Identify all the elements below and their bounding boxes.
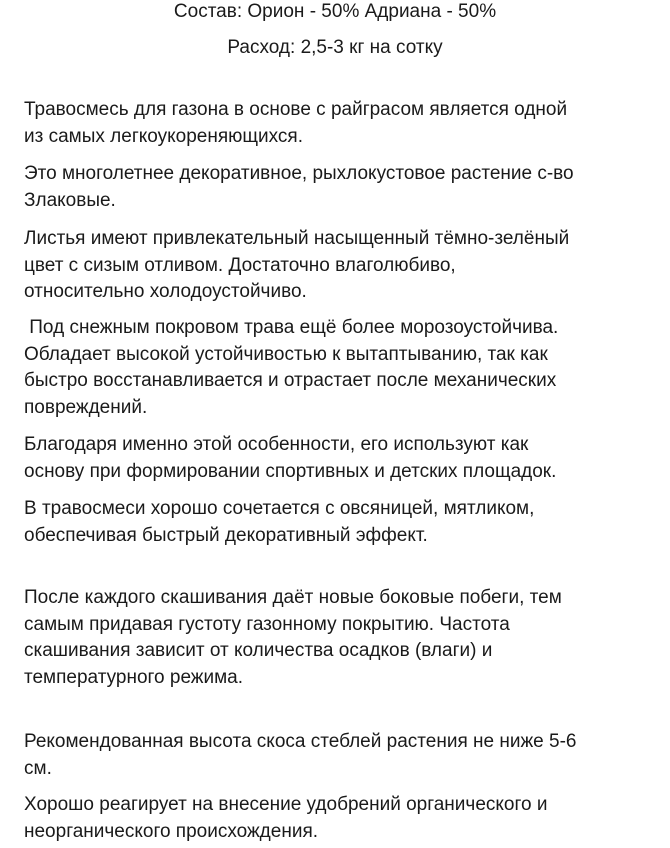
paragraph-line: Листья имеют привлекательный насыщенный тёмно-зелёный	[24, 228, 570, 249]
paragraph-4	[24, 315, 654, 421]
paragraph-8	[24, 729, 654, 782]
paragraph-line: самым придавая густоту газонному покрытию. Частота	[24, 613, 510, 635]
paragraph-line: см.	[24, 757, 52, 779]
paragraph-line: быстро восстанавливается и отрастает после механических	[24, 370, 557, 391]
paragraph-6	[24, 496, 654, 549]
paragraph-1	[24, 97, 654, 150]
paragraph-line: относительно холодоустойчиво.	[24, 281, 307, 302]
paragraph-line: В травосмеси хорошо сочетается с овсяницей, мятликом,	[24, 498, 535, 519]
paragraph-line: из самых легкоукореняющихся.	[24, 125, 303, 147]
consumption-line: Расход: 2,5-3 кг на сотку	[227, 37, 443, 58]
paragraph-line: После каждого скашивания даёт новые боковые побеги, тем	[24, 587, 562, 608]
paragraph-line: Обладает высокой устойчивостью к вытаптыванию, так как	[24, 343, 548, 365]
composition-line: Состав: Орион - 50% Адриана - 50%	[173, 1, 497, 22]
paragraph-line: Хорошо реагирует на внесение удобрений органического и	[24, 794, 548, 815]
paragraph-line: температурного режима.	[24, 666, 244, 688]
paragraph-line: Травосмесь для газона в основе с райграсом является одной	[24, 99, 568, 120]
paragraph-9	[24, 792, 654, 845]
paragraph-3	[24, 226, 654, 306]
paragraph-line: Под снежным покровом трава ещё более морозоустойчива.	[24, 317, 559, 338]
paragraph-line: Злаковые.	[24, 189, 116, 211]
paragraph-line: цвет с сизым отливом. Достаточно влаголюбиво,	[24, 254, 456, 276]
paragraph-line: основу при формировании спортивных и детских площадок.	[24, 460, 557, 482]
paragraph-7	[24, 585, 654, 691]
paragraph-line: обеспечивая быстрый декоративный эффект.	[24, 524, 428, 546]
paragraph-line: повреждений.	[24, 396, 148, 418]
paragraph-5	[24, 432, 654, 485]
paragraph-line: скашивания зависит от количества осадков (влаги) и	[24, 640, 493, 661]
paragraph-line: Рекомендованная высота скоса стеблей растения не ниже 5-6	[24, 731, 577, 752]
paragraph-line: неорганического происхождения.	[24, 820, 319, 842]
paragraph-2	[24, 161, 654, 214]
paragraph-line: Это многолетнее декоративное, рыхлокустовое растение с-во	[24, 163, 574, 184]
paragraph-line: Благодаря именно этой особенности, его используют как	[24, 434, 529, 455]
